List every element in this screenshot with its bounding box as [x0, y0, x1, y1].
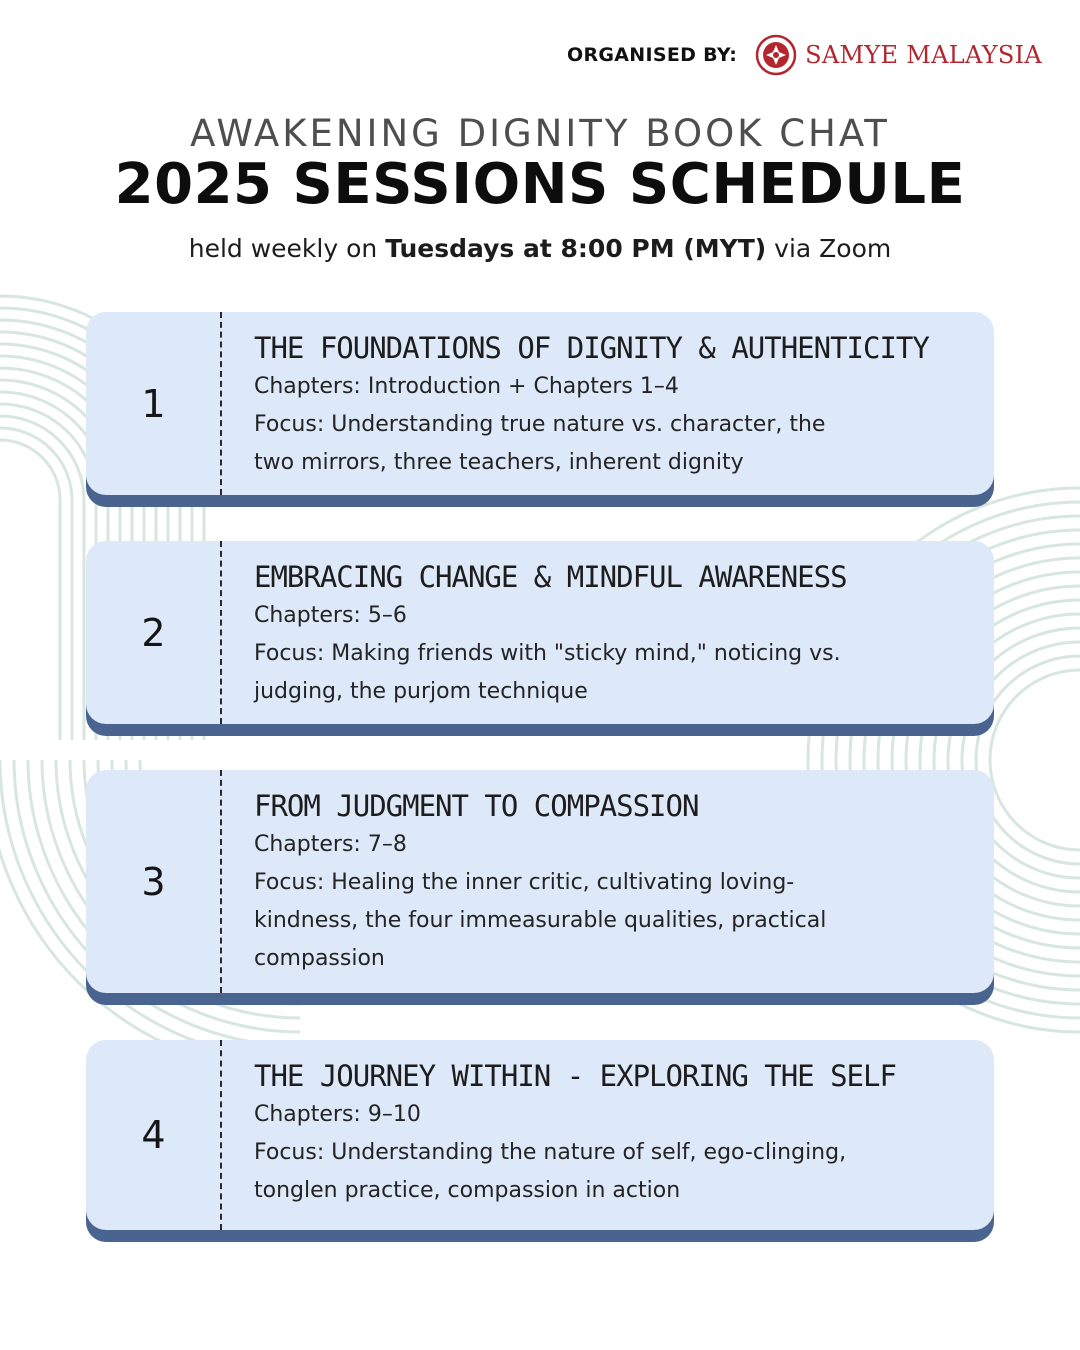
- session-card: [86, 541, 994, 724]
- organiser-label: ORGANISED BY:: [567, 44, 738, 66]
- session-number: 4: [141, 1113, 166, 1157]
- page-title: 2025 SESSIONS SCHEDULE: [114, 152, 966, 217]
- samye-logo-icon: [755, 34, 797, 76]
- tagline-time: Tuesdays at 8:00 PM (MYT): [385, 234, 767, 263]
- dashed-divider: [220, 312, 222, 495]
- session-title: FROM JUDGMENT TO COMPASSION: [254, 789, 699, 823]
- session-title: THE JOURNEY WITHIN - EXPLORING THE SELF: [254, 1059, 896, 1093]
- session-details: [254, 559, 934, 711]
- schedule-tagline: [0, 234, 1080, 263]
- session-focus-line: judging, the purjom technique: [254, 679, 588, 704]
- organiser-brand[interactable]: [755, 34, 1042, 76]
- session-number: 2: [141, 610, 166, 655]
- session-number: 1: [141, 381, 166, 426]
- session-card: [86, 770, 994, 993]
- session-focus-line: Focus: Understanding the nature of self, ego-clinging,: [254, 1140, 847, 1165]
- session-details: [254, 1058, 934, 1210]
- tagline-prefix: held weekly on: [188, 234, 386, 263]
- session-details: [254, 788, 934, 978]
- dashed-divider: [220, 1040, 222, 1230]
- session-focus-line: two mirrors, three teachers, inherent dignity: [254, 450, 744, 475]
- session-card: [86, 1040, 994, 1230]
- session-card: [86, 312, 994, 495]
- session-focus-line: tonglen practice, compassion in action: [254, 1178, 681, 1203]
- tagline-suffix: via Zoom: [766, 234, 892, 263]
- session-focus-line: Focus: Healing the inner critic, cultivating loving-: [254, 870, 795, 895]
- session-title: EMBRACING CHANGE & MINDFUL AWARENESS: [254, 560, 847, 594]
- session-chapters: Chapters: 7–8: [254, 832, 407, 857]
- event-subtitle: AWAKENING DIGNITY BOOK CHAT: [190, 112, 890, 155]
- session-details: [254, 330, 934, 482]
- session-number: 3: [141, 859, 166, 904]
- session-focus-line: kindness, the four immeasurable qualities, practical: [254, 908, 827, 933]
- session-chapters: Chapters: Introduction + Chapters 1–4: [254, 374, 679, 399]
- session-focus-line: Focus: Understanding true nature vs. character, the: [254, 412, 826, 437]
- session-focus-line: compassion: [254, 946, 385, 971]
- session-chapters: Chapters: 5–6: [254, 603, 407, 628]
- session-chapters: Chapters: 9–10: [254, 1102, 421, 1127]
- dashed-divider: [220, 770, 222, 993]
- organiser-name: SAMYE MALAYSIA: [805, 41, 1042, 69]
- organiser-block: [567, 30, 1042, 80]
- session-focus-line: Focus: Making friends with "sticky mind," noticing vs.: [254, 641, 841, 666]
- session-title: THE FOUNDATIONS OF DIGNITY & AUTHENTICITY: [254, 331, 929, 365]
- dashed-divider: [220, 541, 222, 724]
